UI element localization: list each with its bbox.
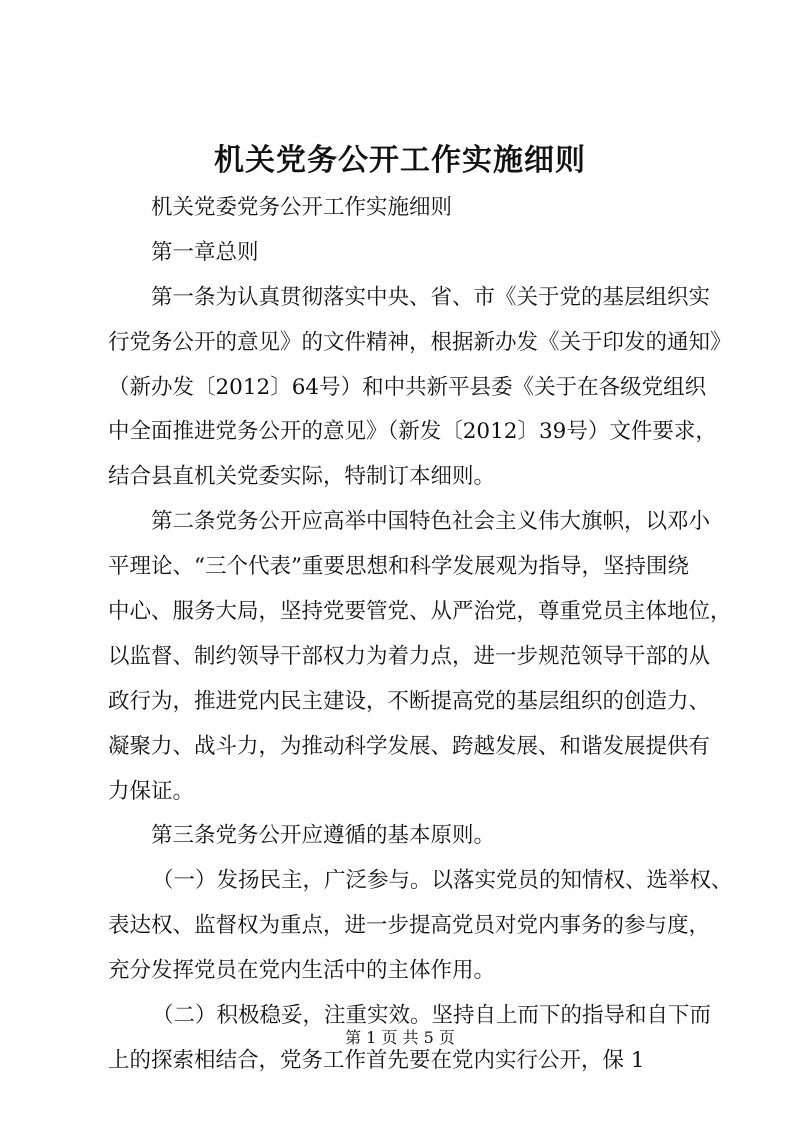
paragraph-line: （新办发〔2012〕64号）和中共新平县委《关于在各级党组织 xyxy=(108,374,707,400)
chapter-heading: 第一章总则 xyxy=(151,239,259,265)
document-title: 机关党务公开工作实施细则 xyxy=(214,143,586,178)
paragraph-line: 行党务公开的意见》的文件精神，根据新办发《关于印发的通知》 xyxy=(108,329,732,355)
paragraph-line: 表达权、监督权为重点，进一步提高党员对党内事务的参与度， xyxy=(108,913,711,939)
paragraph-line: （二）积极稳妥，注重实效。坚持自上而下的指导和自下而 xyxy=(152,1003,712,1029)
paragraph-line: 力保证。 xyxy=(108,778,195,804)
paragraph-line: 第三条党务公开应遵循的基本原则。 xyxy=(151,823,496,849)
page-indicator: 第 1 页 共 5 页 xyxy=(345,1028,455,1047)
paragraph-line: 中全面推进党务公开的意见》（新发〔2012〕39号）文件要求， xyxy=(108,419,717,445)
paragraph-line: （一）发扬民主，广泛参与。以落实党员的知情权、选举权、 xyxy=(152,868,733,894)
paragraph-line: 充分发挥党员在党内生活中的主体作用。 xyxy=(108,958,496,984)
paragraph-line: 中心、服务大局，坚持党要管党、从严治党，尊重党员主体地位， xyxy=(108,599,732,625)
paragraph-line: 平理论、“三个代表”重要思想和科学发展观为指导，坚持围绕 xyxy=(108,554,689,580)
paragraph-line: 以监督、制约领导干部权力为着力点，进一步规范领导干部的从 xyxy=(108,643,711,669)
document-body xyxy=(108,186,733,1084)
paragraph-line: 第二条党务公开应高举中国特色社会主义伟大旗帜，以邓小 xyxy=(151,509,711,535)
document-subtitle: 机关党委党务公开工作实施细则 xyxy=(151,195,453,220)
paragraph-line: 上的探索相结合，党务工作首先要在党内实行公开，保 1 xyxy=(108,1047,645,1073)
paragraph-line: 凝聚力、战斗力，为推动科学发展、跨越发展、和谐发展提供有 xyxy=(108,733,711,759)
paragraph-line: 结合县直机关党委实际，特制订本细则。 xyxy=(108,464,496,490)
paragraph-line: 第一条为认真贯彻落实中央、省、市《关于党的基层组织实 xyxy=(151,284,711,310)
paragraph-line: 政行为，推进党内民主建设，不断提高党的基层组织的创造力、 xyxy=(108,688,711,714)
